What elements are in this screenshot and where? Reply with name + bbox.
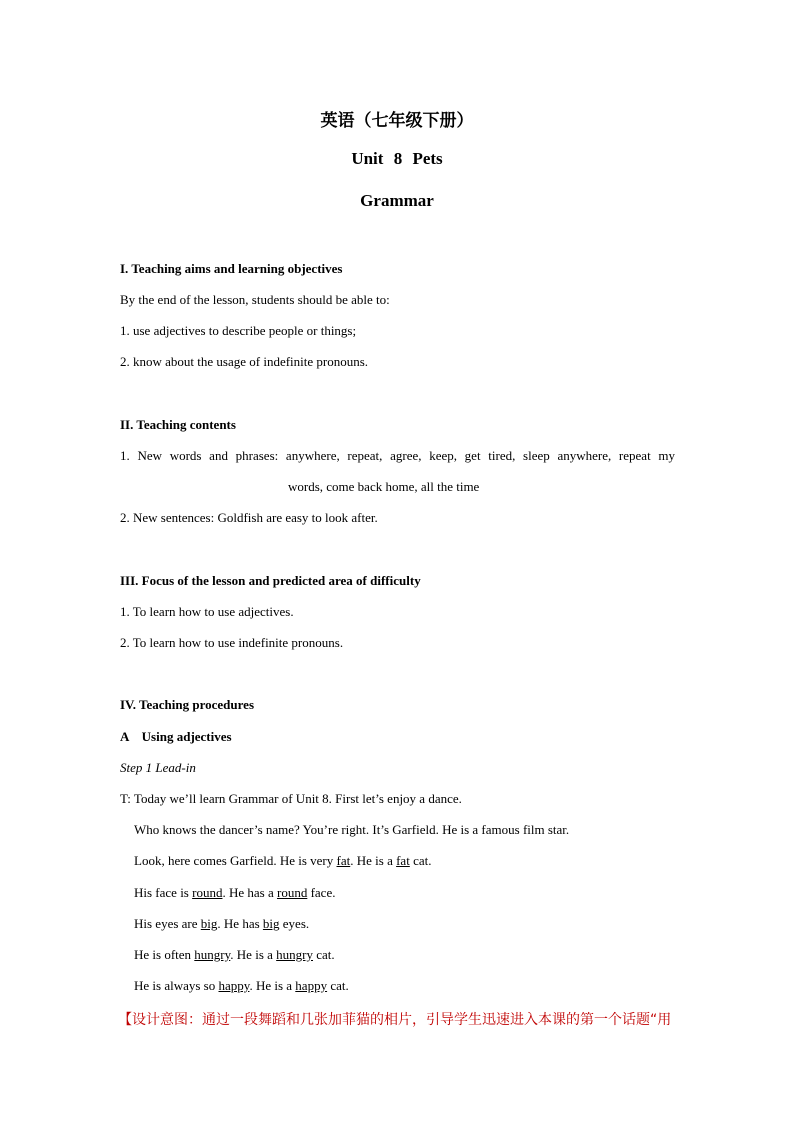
contents-item-continued: words, come back home, all the time <box>288 479 480 494</box>
dialogue-line: He is often hungry. He is a hungry cat. <box>134 947 335 962</box>
step-heading: Step 1 Lead-in <box>120 760 196 775</box>
dialogue-line: His face is round. He has a round face. <box>134 885 336 900</box>
subsection-heading-adjectives: A Using adjectives <box>120 729 232 744</box>
focus-item: 1. To learn how to use adjectives. <box>120 604 294 619</box>
topic-title: Grammar <box>360 191 434 210</box>
dialogue-line: T: Today we’ll learn Grammar of Unit 8. First let’s enjoy a dance. <box>120 791 462 806</box>
section-heading-focus: III. Focus of the lesson and predicted area of difficulty <box>120 573 421 588</box>
underlined-adjective: round <box>276 885 308 900</box>
underlined-adjective: fat <box>336 853 351 868</box>
underlined-adjective: happy <box>218 978 250 993</box>
aims-item: 2. know about the usage of indefinite pronouns. <box>120 354 369 369</box>
aims-intro: By the end of the lesson, students should be able to: <box>120 292 390 307</box>
section-heading-aims: I. Teaching aims and learning objectives <box>120 261 343 276</box>
dialogue-line: He is always so happy. He is a happy cat. <box>134 978 349 993</box>
underlined-adjective: big <box>262 916 280 931</box>
design-intent-note: 【设计意图：通过一段舞蹈和几张加菲猫的相片，引导学生迅速进入本课的第一个话题“用 <box>118 1012 672 1028</box>
aims-item: 1. use adjectives to describe people or things; <box>120 323 357 338</box>
dialogue-line: Look, here comes Garfield. He is very fat. He is a fat cat. <box>134 853 432 868</box>
dialogue-line: His eyes are big. He has big eyes. <box>134 916 310 931</box>
document-title: 英语（七年级下册） <box>320 111 474 130</box>
section-heading-procedures: IV. Teaching procedures <box>120 697 255 712</box>
underlined-adjective: hungry <box>194 947 231 962</box>
underlined-adjective: hungry <box>276 947 313 962</box>
section-heading-contents: II. Teaching contents <box>120 417 236 432</box>
underlined-adjective: happy <box>295 978 328 993</box>
underlined-adjective: big <box>200 916 218 931</box>
focus-item: 2. To learn how to use indefinite pronouns. <box>120 635 344 650</box>
underlined-adjective: round <box>192 885 223 900</box>
contents-item: 1. New words and phrases: anywhere, repeat, agree, keep, get tired, sleep anywhere, repeat my <box>120 448 675 463</box>
contents-item: 2. New sentences: Goldfish are easy to look after. <box>120 510 378 525</box>
unit-title: Unit 8 Pets <box>351 149 443 168</box>
dialogue-line: Who knows the dancer’s name? You’re right. It’s Garfield. He is a famous film star. <box>134 822 570 837</box>
underlined-adjective: fat <box>396 853 410 868</box>
